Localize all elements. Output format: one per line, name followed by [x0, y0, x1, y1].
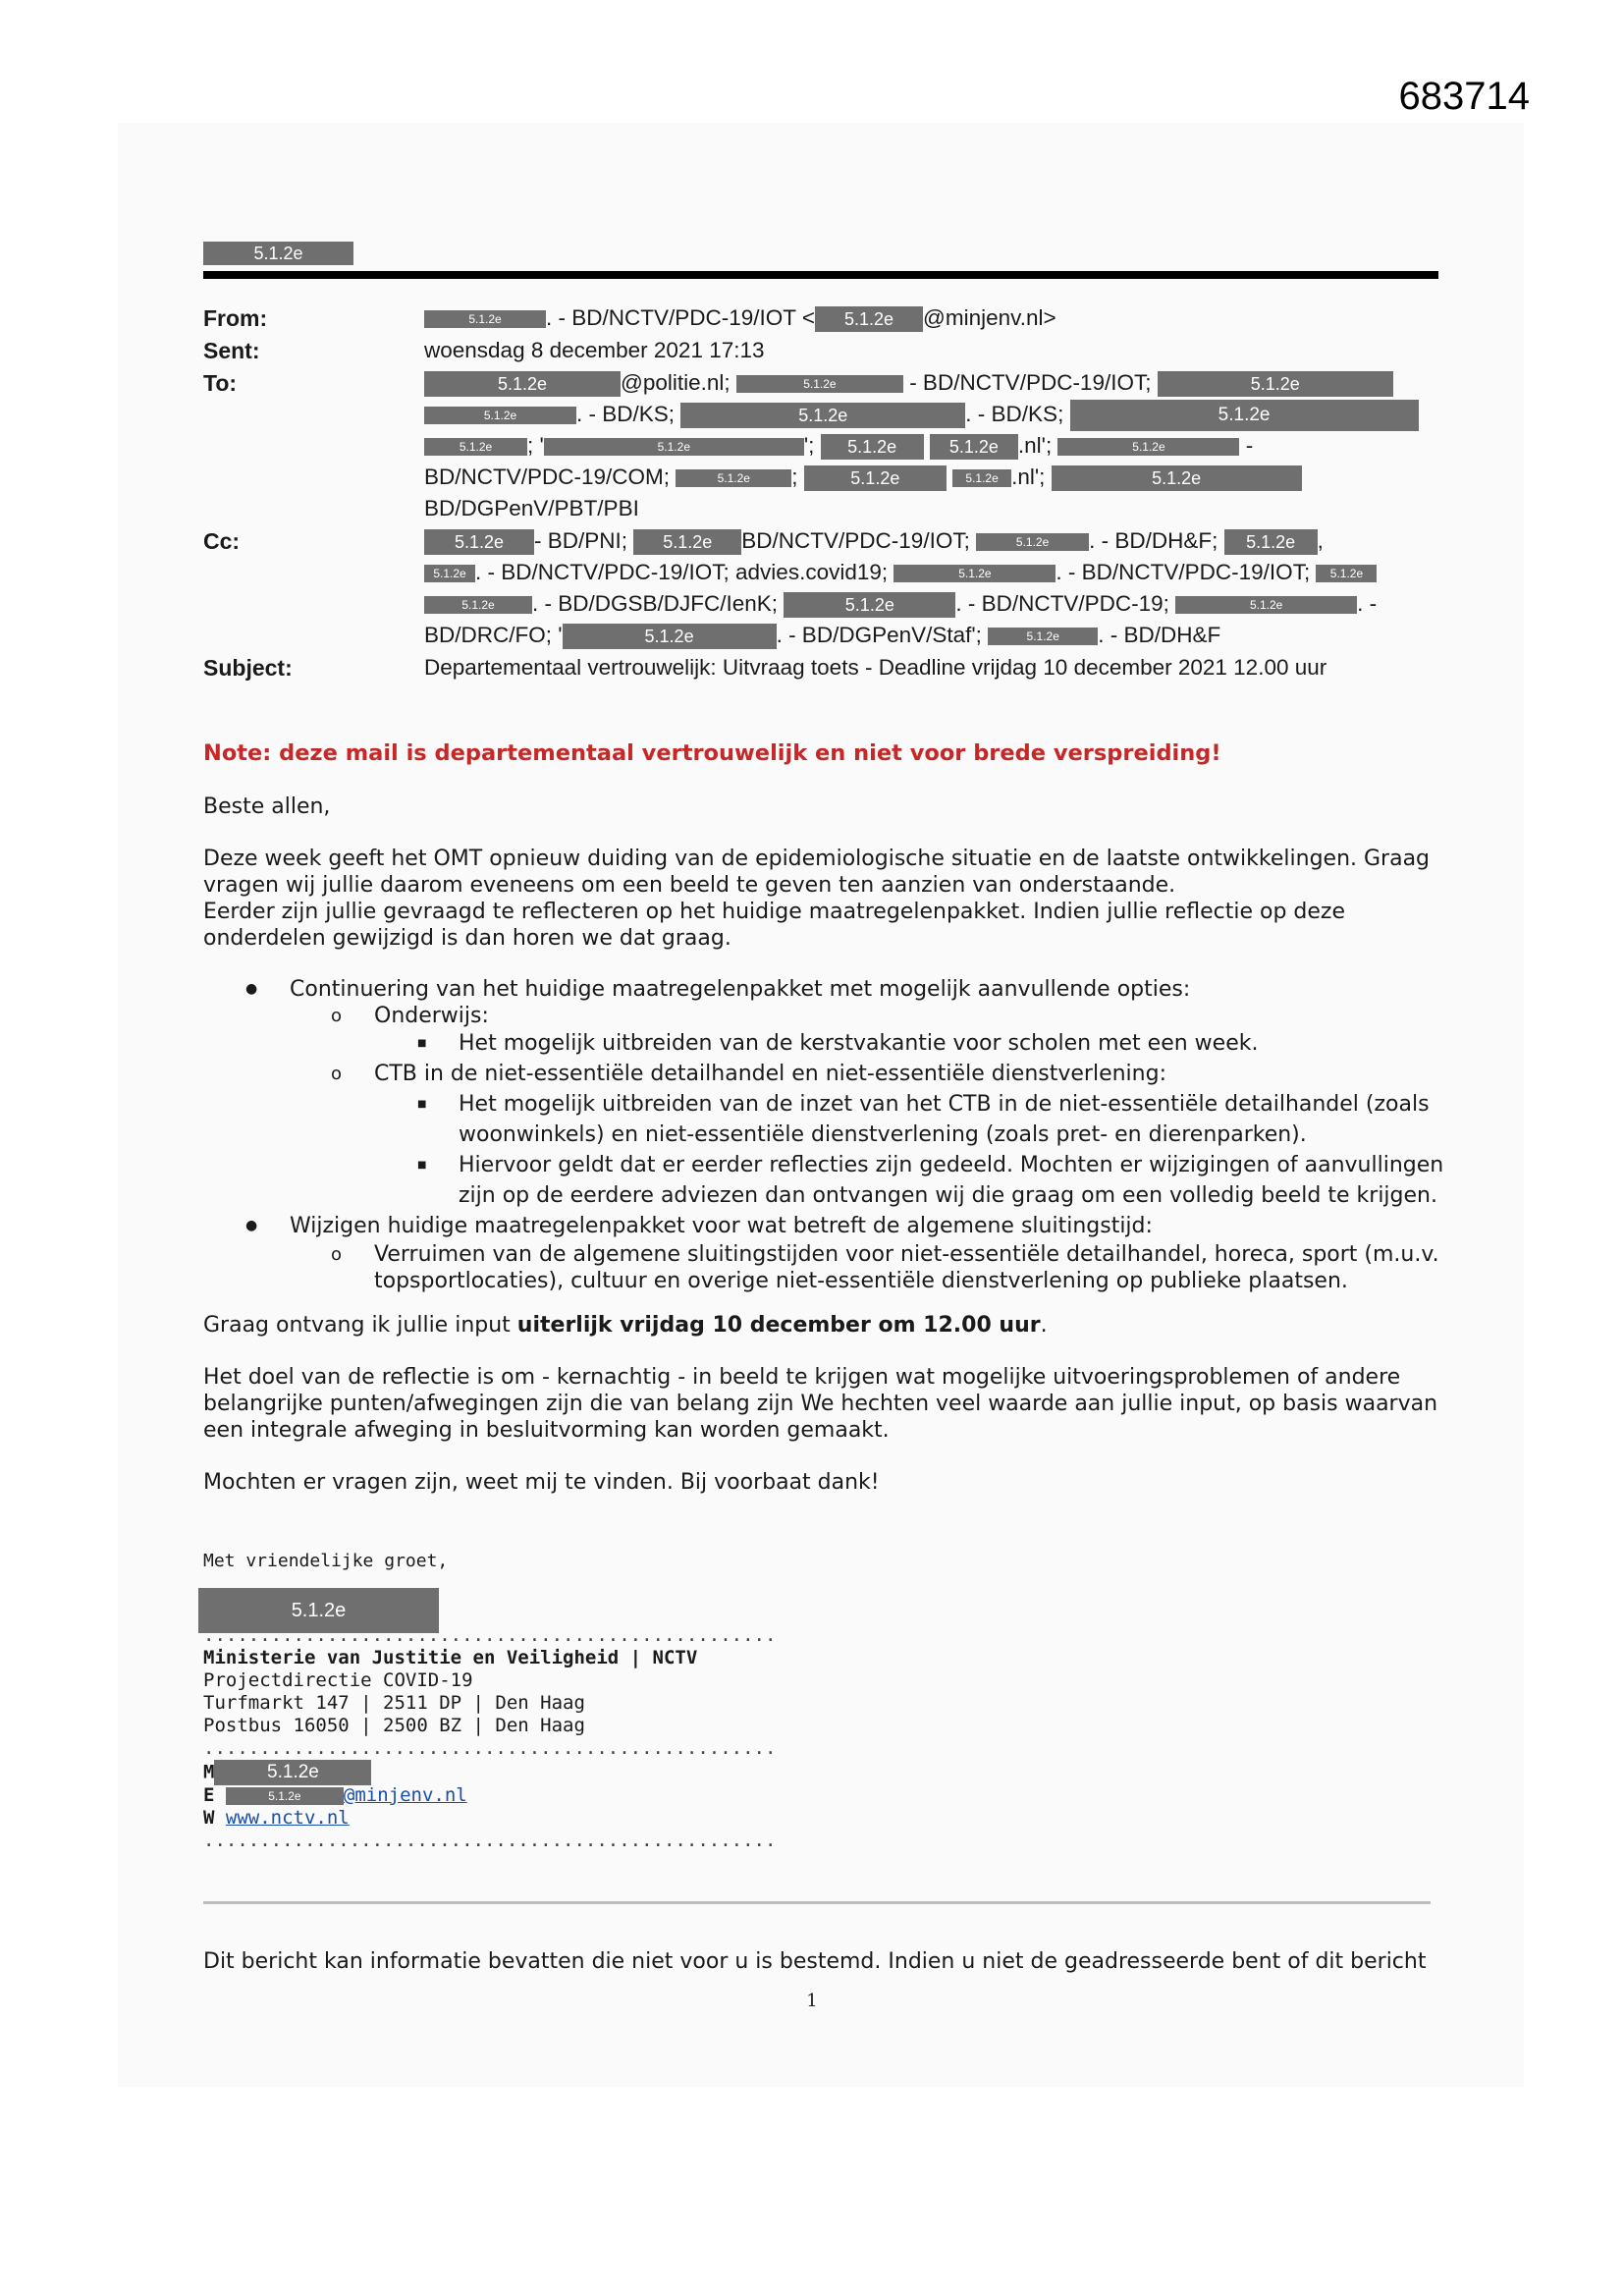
recipient-text: BD/DGPenV/PBT/PBI	[424, 496, 639, 520]
paragraph-line: onderdelen gewijzigd is dan horen we dat graag.	[203, 926, 731, 951]
list-item-line: o Verruimen van de algemene sluitingstijden voor niet-essentiële detailhandel, horeca, sport (m.u.v.	[374, 1242, 1439, 1267]
redaction-box: 5.1.2e	[1052, 465, 1302, 491]
signature-block	[203, 1624, 776, 1852]
redaction-box: 5.1.2e	[424, 565, 475, 582]
recipient-text: ';	[803, 433, 815, 458]
deadline-text: Graag ontvang ik jullie input	[203, 1313, 517, 1338]
list-item-line: ■ Hiervoor geldt dat er eerder reflecties zijn gedeeld. Mochten er wijzigingen of aanvullingen	[459, 1153, 1444, 1177]
address-line: Turfmarkt 147 | 2511 DP | Den Haag	[203, 1692, 585, 1714]
sent-label: Sent:	[203, 338, 260, 363]
redaction-box: 5.1.2e	[1057, 438, 1239, 456]
recipient-text: . - BD/NCTV/PDC-19/IOT;	[1056, 560, 1311, 584]
list-item	[203, 1089, 1450, 1150]
recipient-text: . - BD/NCTV/PDC-19;	[955, 591, 1169, 616]
list-item-line: ■ Het mogelijk uitbreiden van de inzet van het CTB in de niet-essentiële detailhandel (zoals	[459, 1092, 1430, 1117]
list-item: ● Continuering van het huidige maatregelenpakket met mogelijk aanvullende opties:	[203, 974, 1450, 1005]
from-text: . - BD/NCTV/PDC-19/IOT <	[546, 305, 816, 330]
redaction-box: 5.1.2e	[226, 1787, 344, 1805]
recipient-text: @politie.nl;	[621, 370, 731, 395]
recipient-text: . - BD/KS;	[965, 402, 1064, 426]
mobile-label: M	[203, 1761, 215, 1783]
subject-label: Subject:	[203, 655, 293, 681]
recipient-text: .nl';	[1011, 465, 1046, 489]
list-item: ■ Het mogelijk uitbreiden van de kerstvakantie voor scholen met een week.	[203, 1028, 1450, 1059]
website-label: W	[203, 1807, 215, 1829]
list-item: o CTB in de niet-essentiële detailhandel en niet-essentiële dienstverlening:	[203, 1059, 1450, 1089]
measures-list	[203, 974, 1450, 1294]
regards: Met vriendelijke groet,	[203, 1551, 449, 1571]
redaction-box: 5.1.2e	[198, 1588, 439, 1633]
from-email-domain: @minjenv.nl>	[923, 305, 1056, 330]
deadline-sentence	[203, 1312, 1450, 1339]
recipient-text: .nl';	[1017, 433, 1053, 458]
redaction-box: 5.1.2e	[633, 529, 741, 555]
redaction-box: 5.1.2e	[736, 375, 903, 393]
redaction-box: 5.1.2e	[563, 624, 777, 649]
dotted-divider: ...................................................	[203, 1737, 777, 1759]
list-item	[203, 1150, 1450, 1211]
document-number: 683714	[1398, 75, 1530, 118]
recipient-text: . - BD/KS;	[576, 402, 676, 426]
redaction-box: 5.1.2e	[214, 1760, 371, 1785]
recipient-text: . - BD/DH&F;	[1089, 528, 1218, 553]
header-divider	[203, 271, 1438, 279]
page-number: 1	[806, 1991, 818, 2011]
deadline-text: .	[1040, 1313, 1048, 1338]
redaction-box: 5.1.2e	[424, 596, 532, 614]
redaction-box: 5.1.2e	[1070, 400, 1419, 431]
intro-paragraph	[203, 846, 1450, 952]
recipient-text: -	[1245, 433, 1254, 458]
department: Projectdirectie COVID-19	[203, 1669, 473, 1691]
redaction-box: 5.1.2e	[893, 565, 1056, 582]
redaction-box: 5.1.2e	[930, 434, 1018, 460]
redaction-box: 5.1.2e	[424, 371, 621, 397]
redaction-box: 5.1.2e	[680, 403, 965, 428]
to-recipients	[424, 367, 1440, 524]
paragraph-line: belangrijke punten/afwegingen zijn die van belang zijn We hechten veel waarde aan jullie input, op basis waarvan	[203, 1392, 1438, 1416]
paragraph-line: Eerder zijn jullie gevraagd te reflecteren op het huidige maatregelenpakket. Indien jullie reflectie op deze	[203, 900, 1345, 924]
recipient-text: BD/DRC/FO; '	[424, 623, 563, 647]
deadline-emphasis: uiterlijk vrijdag 10 december om 12.00 uur	[516, 1313, 1041, 1338]
recipient-text: - BD/PNI;	[534, 528, 628, 553]
cc-recipients	[424, 525, 1440, 651]
redaction-box: 5.1.2e	[952, 469, 1011, 487]
redaction-box: 5.1.2e	[676, 469, 791, 487]
recipient-text: ;	[791, 465, 798, 489]
confidentiality-note: Note: deze mail is departementaal vertrouwelijk en niet voor brede verspreiding!	[203, 740, 1221, 766]
redaction-box: 5.1.2e	[424, 310, 546, 328]
recipient-text: . - BD/NCTV/PDC-19/IOT; advies.covid19;	[475, 560, 889, 584]
recipient-text: BD/NCTV/PDC-19/COM;	[424, 465, 671, 489]
email-label: E	[203, 1784, 215, 1806]
list-item	[203, 1241, 1450, 1294]
recipient-text: ,	[1317, 528, 1324, 553]
recipient-text: . - BD/DH&F	[1098, 623, 1221, 647]
redaction-box: 5.1.2e	[815, 306, 923, 332]
redaction-box: 5.1.2e	[1158, 371, 1393, 397]
list-item: ● Wijzigen huidige maatregelenpakket voor wat betreft de algemene sluitingstijd:	[203, 1211, 1450, 1241]
redaction-box: 5.1.2e	[203, 242, 353, 265]
paragraph-line: vragen wij jullie daarom eveneens om een beeld te geven ten aanzien van onderstaande.	[203, 873, 1176, 898]
dotted-divider: ...................................................	[203, 1830, 777, 1851]
website-link[interactable]: www.nctv.nl	[225, 1807, 350, 1829]
redaction-box: 5.1.2e	[544, 438, 804, 456]
dotted-divider: ...................................................	[203, 1624, 777, 1646]
email-link[interactable]: @minjenv.nl	[343, 1784, 467, 1806]
redaction-box: 5.1.2e	[784, 592, 955, 618]
email-header	[203, 302, 1440, 684]
paragraph-line: een integrale afweging in besluitvorming kan worden gemaakt.	[203, 1418, 890, 1443]
redaction-box: 5.1.2e	[976, 533, 1089, 551]
redaction-box: 5.1.2e	[1316, 565, 1377, 582]
greeting: Beste allen,	[203, 794, 331, 819]
recipient-text: . - BD/DGPenV/Staf';	[776, 623, 982, 647]
to-label: To:	[203, 370, 238, 396]
cc-label: Cc:	[203, 528, 241, 554]
list-item-line: woonwinkels) en niet-essentiële dienstverlening (zoals pret- en dierenparken).	[459, 1122, 1307, 1147]
redaction-box: 5.1.2e	[424, 438, 527, 456]
from-label: From:	[203, 305, 268, 331]
redaction-box: 5.1.2e	[988, 628, 1098, 645]
redaction-box: 5.1.2e	[424, 529, 534, 555]
redaction-box: 5.1.2e	[821, 434, 924, 460]
recipient-text: ; '	[527, 433, 544, 458]
address-line: Postbus 16050 | 2500 BZ | Den Haag	[203, 1715, 585, 1736]
list-item-line: topsportlocaties), cultuur en overige niet-essentiële dienstverlening op publieke plaatsen.	[374, 1269, 1348, 1293]
recipient-text: BD/NCTV/PDC-19/IOT;	[741, 528, 970, 553]
redaction-box: 5.1.2e	[1175, 596, 1357, 614]
sent-value: woensdag 8 december 2021 17:13	[424, 338, 765, 362]
redaction-box: 5.1.2e	[804, 465, 947, 491]
purpose-paragraph	[203, 1364, 1450, 1444]
organization: Ministerie van Justitie en Veiligheid | NCTV	[203, 1647, 698, 1668]
redaction-box: 5.1.2e	[424, 407, 576, 424]
list-item-line: zijn op de eerdere adviezen dan ontvangen wij die graag om een volledig beeld te krijgen.	[459, 1183, 1437, 1208]
list-item: o Onderwijs:	[203, 1005, 1450, 1028]
paragraph-line: Deze week geeft het OMT opnieuw duiding van de epidemiologische situatie en de laatste ontwikkelingen. Graag	[203, 847, 1431, 871]
recipient-text: . - BD/DGSB/DJFC/IenK;	[532, 591, 779, 616]
disclaimer: Dit bericht kan informatie bevatten die niet voor u is bestemd. Indien u niet de geadresseerde bent of dit bericht	[203, 1949, 1427, 1974]
paragraph-line: Het doel van de reflectie is om - kernachtig - in beeld te krijgen wat mogelijke uitvoeringsproblemen of andere	[203, 1365, 1401, 1390]
recipient-text: - BD/NCTV/PDC-19/IOT;	[909, 370, 1152, 395]
subject-value: Departementaal vertrouwelijk: Uitvraag toets - Deadline vrijdag 10 december 2021 12.00 uur	[424, 655, 1327, 680]
redaction-box: 5.1.2e	[1224, 529, 1318, 555]
footer-divider	[203, 1901, 1431, 1904]
recipient-text: . -	[1357, 591, 1378, 616]
closing-line: Mochten er vragen zijn, weet mij te vinden. Bij voorbaat dank!	[203, 1470, 880, 1495]
